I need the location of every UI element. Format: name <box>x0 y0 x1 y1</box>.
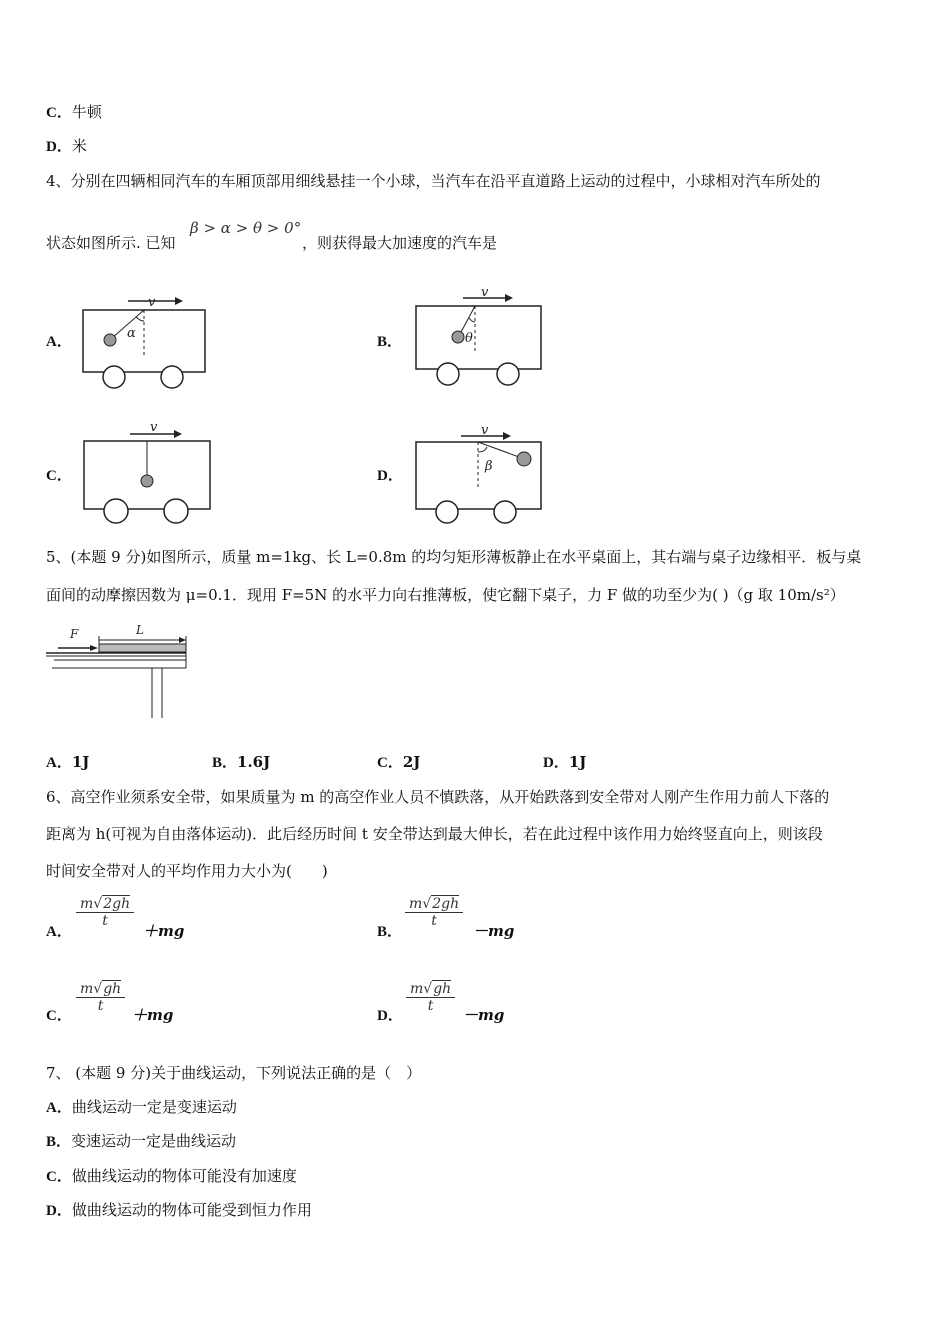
velocity-label: v <box>481 285 489 300</box>
option-letter: B． <box>212 755 238 771</box>
q6-option-d-tail: －mg <box>463 1006 505 1024</box>
q4-option-c-letter: C． <box>46 468 72 484</box>
q7-option-c <box>46 1166 297 1187</box>
q7-option-b <box>46 1131 236 1152</box>
q5-option-d <box>543 752 586 773</box>
velocity-label: v <box>150 420 158 435</box>
q4-option-a-letter: A． <box>46 334 72 350</box>
numerator-mass: m <box>80 896 94 912</box>
option-letter: D． <box>46 139 72 155</box>
q6-option-a-letter: A． <box>46 924 72 940</box>
sqrt-icon: √ <box>423 981 433 997</box>
q7-option-d <box>46 1200 312 1221</box>
option-text: 牛顿 <box>71 103 102 121</box>
q5-option-b <box>212 752 270 773</box>
angle-label: θ <box>465 331 473 346</box>
numerator-mass: m <box>409 896 423 912</box>
q4-stem-text-b: ，则获得最大加速度的汽车是 <box>302 234 498 252</box>
numerator-mass: m <box>80 981 94 997</box>
radicand: 2gh <box>432 896 460 912</box>
q7-option-a <box>46 1097 237 1118</box>
option-letter: C． <box>377 755 403 771</box>
option-text: 2J <box>402 753 421 771</box>
sqrt-icon: √ <box>93 896 103 912</box>
q6-option-a-fraction <box>76 896 134 929</box>
q6-option-d-letter: D． <box>377 1008 403 1024</box>
denominator: t <box>97 998 104 1014</box>
angle-label: β <box>485 459 493 474</box>
option-text: 曲线运动一定是变速运动 <box>71 1098 237 1116</box>
option-text: 1.6J <box>237 753 271 771</box>
option-text: 变速运动一定是曲线运动 <box>71 1132 237 1150</box>
sqrt-icon: √ <box>422 896 432 912</box>
length-label: L <box>136 623 144 637</box>
q5-option-a <box>46 752 89 773</box>
radicand: 2gh <box>103 896 131 912</box>
q4-option-d-letter: D． <box>377 468 403 484</box>
q5-option-c <box>377 752 420 773</box>
q4-option-d-figure <box>405 420 555 530</box>
q6-option-b-tail: －mg <box>473 922 515 940</box>
q6-option-d-fraction <box>406 981 455 1014</box>
q3-option-d <box>46 136 87 157</box>
numerator-mass: m <box>410 981 424 997</box>
q4-formula: β > α > θ > 0° <box>190 219 302 237</box>
q6-option-b-fraction <box>405 896 463 929</box>
option-text: 1J <box>568 753 587 771</box>
q4-stem-text-a: 状态如图所示. 已知 <box>46 234 176 252</box>
q6-stem-line3: 时间安全带对人的平均作用力大小为( ) <box>46 862 328 880</box>
radicand: gh <box>103 981 122 997</box>
q6-option-a-tail: ＋mg <box>143 922 185 940</box>
q6-stem-line2: 距离为 h(可视为自由落体运动)．此后经历时间 t 安全带达到最大伸长，若在此过程中该作用力始终竖直向上，则该段 <box>46 825 823 843</box>
q6-option-c-fraction <box>76 981 125 1014</box>
option-letter: D． <box>46 1203 72 1219</box>
q6-option-c-letter: C． <box>46 1008 72 1024</box>
denominator: t <box>427 998 434 1014</box>
angle-label: α <box>127 326 136 341</box>
option-letter: B． <box>46 1134 72 1150</box>
option-letter: A． <box>46 1100 72 1116</box>
q6-option-c-tail: ＋mg <box>132 1006 174 1024</box>
q5-figure <box>44 620 194 725</box>
q6-option-b-letter: B． <box>377 924 403 940</box>
q6-stem-line1: 6、高空作业须系安全带，如果质量为 m 的高空作业人员不慎跌落，从开始跌落到安全带对人刚产生作用力前人下落的 <box>46 788 830 806</box>
velocity-label: v <box>481 423 489 438</box>
option-text: 做曲线运动的物体可能没有加速度 <box>71 1167 297 1185</box>
force-label: F <box>70 627 79 641</box>
q4-option-c-figure <box>70 418 220 528</box>
q4-stem-line1: 4、分别在四辆相同汽车的车厢顶部用细线悬挂一个小球，当汽车在沿平直道路上运动的过程中，小球相对汽车所处的 <box>46 172 821 190</box>
option-letter: C． <box>46 105 72 121</box>
sqrt-icon: √ <box>93 981 103 997</box>
q4-option-a-figure <box>70 285 220 395</box>
q7-stem: 7、 (本题 9 分)关于曲线运动，下列说法正确的是（ ） <box>46 1064 422 1082</box>
option-text: 米 <box>71 137 87 155</box>
denominator: t <box>102 913 108 929</box>
option-letter: C． <box>46 1169 72 1185</box>
q4-stem-line2 <box>46 233 176 253</box>
q5-stem-line1: 5、(本题 9 分)如图所示，质量 m=1kg、长 L=0.8m 的均匀矩形薄板静止在水平桌面上，其右端与桌子边缘相平．板与桌 <box>46 548 862 566</box>
option-letter: A． <box>46 755 72 771</box>
velocity-label: v <box>148 295 156 310</box>
option-letter: D． <box>543 755 569 771</box>
option-text: 做曲线运动的物体可能受到恒力作用 <box>71 1201 312 1219</box>
q4-option-b-figure <box>405 282 555 392</box>
q4-option-b-letter: B． <box>377 334 403 350</box>
option-text: 1J <box>71 753 90 771</box>
denominator: t <box>431 913 437 929</box>
q3-option-c <box>46 102 102 123</box>
radicand: gh <box>433 981 452 997</box>
q5-stem-line2: 面间的动摩擦因数为 μ=0.1．现用 F=5N 的水平力向右推薄板，使它翻下桌子，力 F 做的功至少为( )（g 取 10m/s²） <box>46 586 845 604</box>
